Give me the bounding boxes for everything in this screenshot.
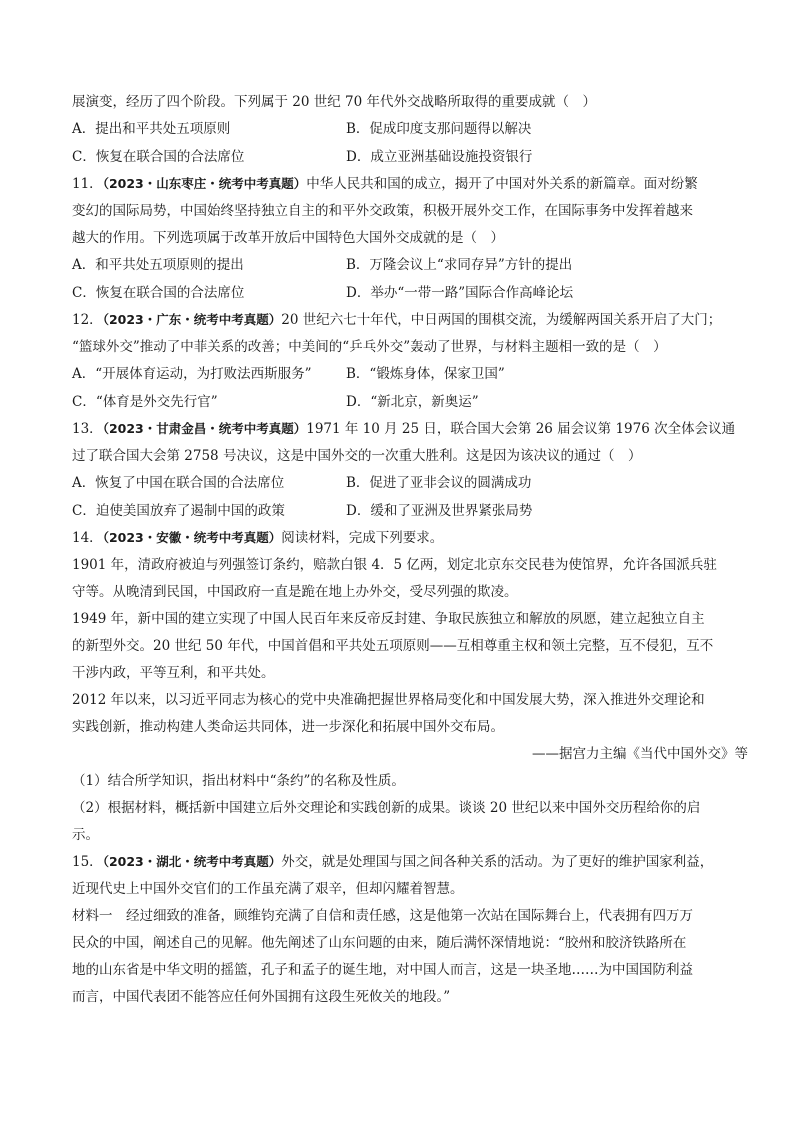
q15-number: 15． <box>72 854 103 870</box>
q11-option-c: C．恢复在联合国的合法席位 <box>72 285 245 301</box>
q10-option-c: C．恢复在联合国的合法席位 <box>72 149 245 165</box>
q14-material-p3-l2: 实践创新，推动构建人类命运共同体，进一步深化和拓展中国外交布局。 <box>72 719 504 735</box>
q14-material-p1-l1: 1901 年，清政府被迫与列强签订条约，赔款白银 4．5 亿两，划定北京东交民巷为使馆界，允许各国派兵驻 <box>72 557 717 573</box>
q11-line-1 <box>72 174 752 194</box>
q11-option-b: B．万隆会议上“求同存异”方针的提出 <box>346 257 573 273</box>
q12-option-d: D．“新北京，新奥运” <box>346 394 479 410</box>
q11-number: 11． <box>72 176 103 192</box>
q14-material-p2-l2: 的新型外交。20 世纪 50 年代，中国首倡和平共处五项原则——互相尊重主权和领土完整，互不侵犯，互不 <box>72 638 714 654</box>
q11-option-a: A．和平共处五项原则的提出 <box>72 257 244 273</box>
q14-source: （2023・安徽・统考中考真题） <box>102 530 282 545</box>
q11-stem-1: 中华人民共和国的成立，揭开了中国对外关系的新篇章。面对纷繁 <box>306 176 698 192</box>
q13-option-b: B．促进了亚非会议的圆满成功 <box>346 475 532 491</box>
q15-material-1-l2: 民众的中国，阐述自己的见解。他先阐述了山东问题的由来，随后满怀深情地说：“胶州和胶济铁路所在 <box>72 935 687 951</box>
q15-material-1-l1: 材料一 经过细致的准备，顾维钧充满了自信和责任感，这是他第一次站在国际舞台上，代表拥有四万万 <box>72 908 693 924</box>
q13-option-a: A．恢复了中国在联合国的合法席位 <box>72 475 285 491</box>
q14-subquestion-2-l1: （2）根据材料，概括新中国建立后外交理论和实践创新的成果。谈谈 20 世纪以来中国外交历程给你的启 <box>72 800 701 816</box>
q13-line-1 <box>72 419 752 439</box>
q14-stem-1: 阅读材料，完成下列要求。 <box>281 530 444 546</box>
q12-line-1 <box>72 310 752 330</box>
q15-stem-1: 外交，就是处理国与国之间各种关系的活动。为了更好的维护国家利益， <box>281 854 714 870</box>
q14-material-p2-l1: 1949 年，新中国的建立实现了中国人民百年来反帝反封建、争取民族独立和解放的夙愿，建立起独立自主 <box>72 611 705 627</box>
q12-option-c: C．“体育是外交先行官” <box>72 394 218 410</box>
q10-option-b: B．促成印度支那问题得以解决 <box>346 121 532 137</box>
q13-number: 13． <box>72 421 103 437</box>
q13-option-c: C．迫使美国放弃了遏制中国的政策 <box>72 503 285 519</box>
q13-stem-1: 1971 年 10 月 25 日，联合国大会第 26 届会议第 1976 次全体会议通 <box>306 421 736 437</box>
q12-number: 12． <box>72 312 103 328</box>
q15-line-1 <box>72 852 752 872</box>
q10-stem-tail: 展演变，经历了四个阶段。下列属于 20 世纪 70 年代外交战略所取得的重要成就（ ） <box>72 94 597 110</box>
q12-stem-1: 20 世纪六七十年代，中日两国的围棋交流，为缓解两国关系开启了大门； <box>281 312 722 328</box>
q10-option-d: D．成立亚洲基础设施投资银行 <box>346 149 533 165</box>
q12-source: （2023・广东・统考中考真题） <box>102 312 282 327</box>
q13-option-d: D．缓和了亚洲及世界紧张局势 <box>346 503 533 519</box>
q12-line-2: “篮球外交”推动了中菲关系的改善；中美间的“乒乓外交”轰动了世界，与材料主题相一致的是（ ） <box>72 339 667 355</box>
q10-option-a: A．提出和平共处五项原则 <box>72 121 231 137</box>
q15-line-2: 近现代史上中国外交官们的工作虽充满了艰辛，但却闪耀着智慧。 <box>72 881 464 897</box>
q11-source: （2023・山东枣庄・统考中考真题） <box>102 176 307 191</box>
q14-subquestion-1: （1）结合所学知识，指出材料中“条约”的名称及性质。 <box>72 773 405 789</box>
q11-line-2: 变幻的国际局势，中国始终坚持独立自主的和平外交政策，积极开展外交工作，在国际事务中发挥着越来 <box>72 203 693 219</box>
q14-material-p1-l2: 守等。从晚清到民国，中国政府一直是跪在地上办外交，受尽列强的欺凌。 <box>72 584 518 600</box>
q14-citation: ——据宫力主编《当代中国外交》等 <box>532 746 748 762</box>
q12-option-a: A．“开展体育运动，为打败法西斯服务” <box>72 366 312 382</box>
q15-material-1-l4: 而言，中国代表团不能答应任何外国拥有这段生死攸关的地段。” <box>72 989 451 1005</box>
q14-line-1 <box>72 528 752 548</box>
q15-material-1-l3: 地的山东省是中华文明的摇篮，孔子和孟子的诞生地，对中国人而言，这是一块圣地……为中国国防利益 <box>72 962 693 978</box>
q14-material-p3-l1: 2012 年以来，以习近平同志为核心的党中央准确把握世界格局变化和中国发展大势，深入推进外交理论和 <box>72 692 705 708</box>
q14-material-p2-l3: 干涉内政，平等互利，和平共处。 <box>72 665 275 681</box>
q15-source: （2023・湖北・统考中考真题） <box>102 854 282 869</box>
q11-option-d: D．举办“一带一路”国际合作高峰论坛 <box>346 285 574 301</box>
q14-number: 14． <box>72 530 103 546</box>
q11-line-3: 越大的作用。下列选项属于改革开放后中国特色大国外交成就的是（ ） <box>72 230 504 246</box>
q13-source: （2023・甘肃金昌・统考中考真题） <box>102 421 307 436</box>
q12-option-b: B．“锻炼身体，保家卫国” <box>346 366 505 382</box>
q14-subquestion-2-l2: 示。 <box>72 827 99 843</box>
q13-line-2: 过了联合国大会第 2758 号决议，这是中国外交的一次重大胜利。这是因为该决议的通过（ ） <box>72 448 642 464</box>
